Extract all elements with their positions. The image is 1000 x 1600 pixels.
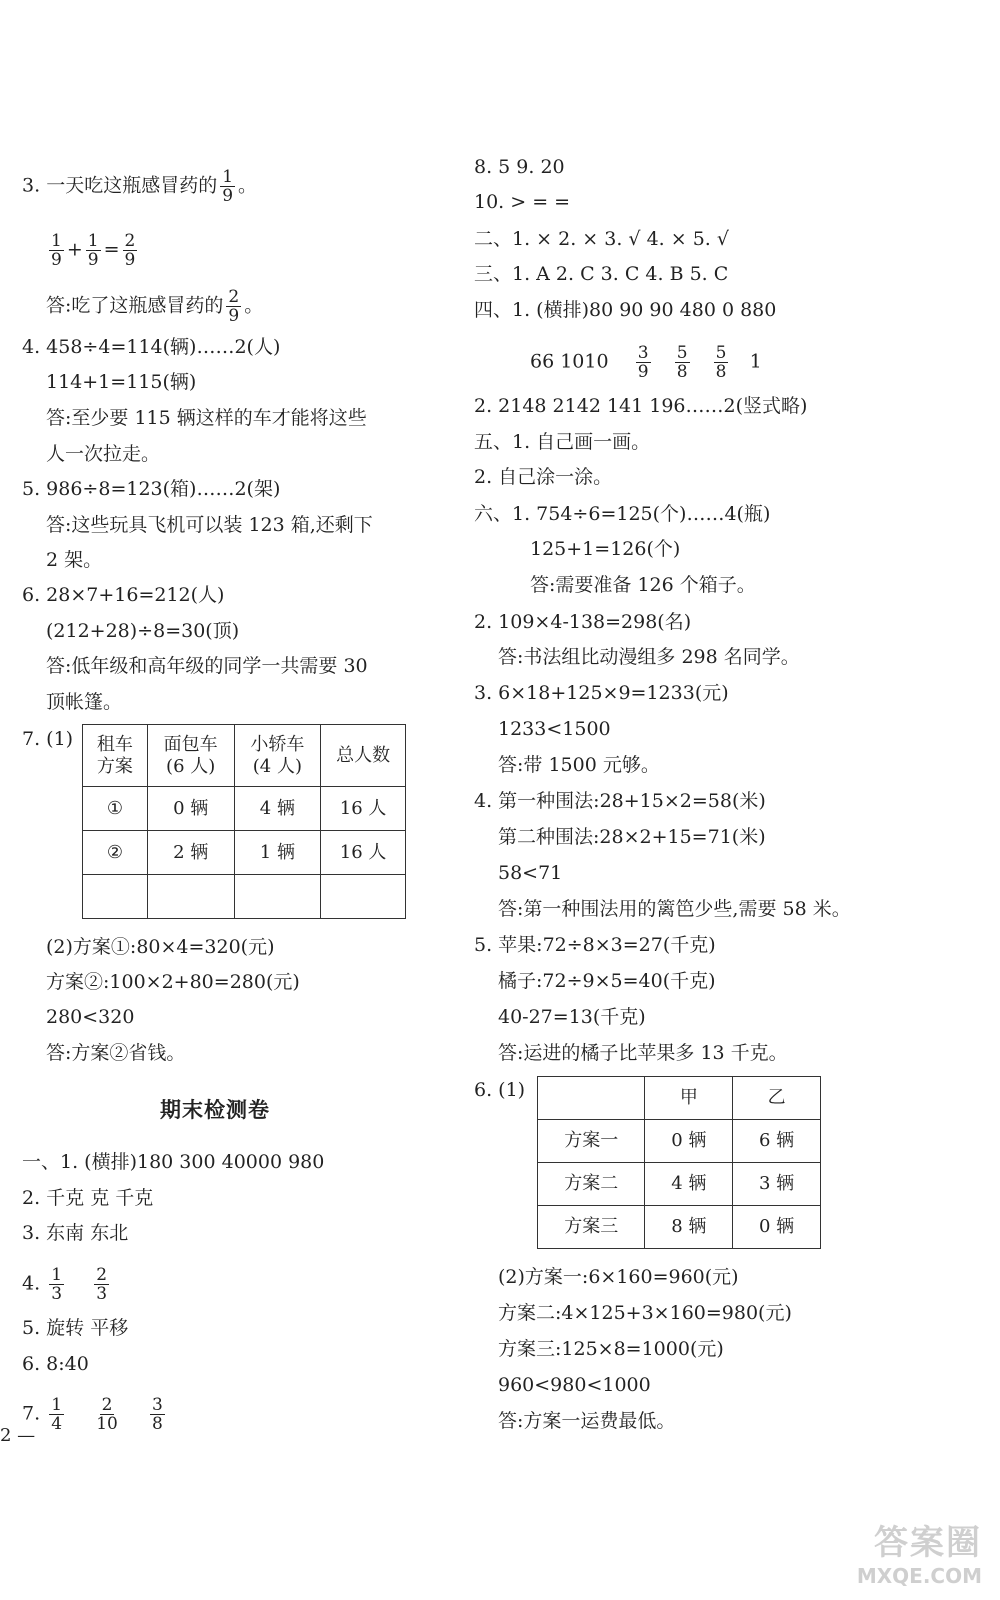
- table-row: [83, 875, 406, 919]
- right-line: 答:运进的橘子比苹果多 13 千克。: [498, 1042, 788, 1064]
- rental-plan-table: [82, 724, 406, 919]
- s1-line1: 一、1. (横排)180 300 40000 980: [22, 1151, 325, 1173]
- table-header-cell: 面包车 (6 人): [147, 725, 234, 787]
- right-line: 4. 第一种围法:28+15×2=58(米): [474, 790, 766, 812]
- right-line: 答:书法组比动漫组多 298 名同学。: [498, 646, 800, 668]
- q5-line1: 5. 986÷8=123(箱)……2(架): [22, 478, 281, 500]
- q6-line4: 顶帐篷。: [46, 691, 123, 713]
- right-line: 六、1. 754÷6=125(个)……4(瓶): [474, 503, 771, 525]
- transport-plan-table: [537, 1076, 821, 1249]
- q7-label: 7. (1): [22, 728, 74, 750]
- table-header-cell: 租车 方案: [83, 725, 148, 787]
- right-line: 四、1. (横排)80 90 90 480 0 880: [474, 299, 777, 321]
- q4-line2: 114+1=115(辆): [46, 371, 197, 393]
- table-header-cell: 小轿车 (4 人): [234, 725, 321, 787]
- right-line: 答:带 1500 元够。: [498, 754, 660, 776]
- right-line: 2. 自己涂一涂。: [474, 466, 613, 488]
- right-line: 40-27=13(千克): [498, 1006, 646, 1028]
- q3-line: 3. 一天吃这瓶感冒药的 $\frac{1}{9}$ 。: [22, 167, 258, 206]
- q7-2-line4: 答:方案②省钱。: [46, 1042, 186, 1064]
- q4-line1: 4. 458÷4=114(辆)……2(人): [22, 336, 281, 358]
- right-line: 第二种围法:28×2+15=71(米): [498, 826, 766, 848]
- s1-line4: 4. $\frac{1}{3}$ $\frac{2}{3}$: [22, 1265, 108, 1304]
- right-line: 方案二:4×125+3×160=980(元): [498, 1302, 792, 1324]
- watermark-logo: 答案圈 MXQE.COM: [856, 1523, 982, 1588]
- page-number: 2 —: [0, 1425, 36, 1446]
- s1-line2: 2. 千克 克 千克: [22, 1187, 154, 1209]
- q7-2-line3: 280<320: [46, 1006, 135, 1028]
- q6-line3: 答:低年级和高年级的同学一共需要 30: [46, 655, 368, 677]
- q5-line2: 答:这些玩具飞机可以装 123 箱,还剩下: [46, 514, 373, 536]
- right-line: 方案三:125×8=1000(元): [498, 1338, 724, 1360]
- right-line: 二、1. × 2. × 3. √ 4. × 5. √: [474, 228, 729, 250]
- right-line: 2. 109×4-138=298(名): [474, 611, 692, 633]
- table-row: 方案一 0 辆 6 辆: [538, 1120, 821, 1163]
- right-line: 2. 2148 2142 141 196……2(竖式略): [474, 395, 808, 417]
- right-line: 答:方案一运费最低。: [498, 1410, 676, 1432]
- right-line: 960<980<1000: [498, 1374, 651, 1396]
- right-line: 答:需要准备 126 个箱子。: [530, 574, 756, 596]
- right-line: (2)方案一:6×160=960(元): [498, 1266, 739, 1288]
- q4-line3: 答:至少要 115 辆这样的车才能将这些: [46, 407, 367, 429]
- right-line: 5. 苹果:72÷8×3=27(千克): [474, 934, 716, 956]
- q6-line2: (212+28)÷8=30(顶): [46, 620, 240, 642]
- right-line: 三、1. A 2. C 3. C 4. B 5. C: [474, 263, 729, 285]
- table-row: 方案二 4 辆 3 辆: [538, 1163, 821, 1206]
- table-row: 方案三 8 辆 0 辆: [538, 1206, 821, 1249]
- right-line: 58<71: [498, 862, 563, 884]
- right-line: 橘子:72÷9×5=40(千克): [498, 970, 716, 992]
- q3-answer: 答:吃了这瓶感冒药的 $\frac{2}{9}$ 。: [46, 287, 264, 326]
- right-line: 3. 6×18+125×9=1233(元): [474, 682, 729, 704]
- table-row: ① 0 辆 4 辆 16 人: [83, 787, 406, 831]
- right-line: 答:第一种围法用的篱笆少些,需要 58 米。: [498, 898, 851, 920]
- table-row: ② 2 辆 1 辆 16 人: [83, 831, 406, 875]
- q4-line4: 人一次拉走。: [46, 443, 161, 465]
- q5-line3: 2 架。: [46, 549, 103, 571]
- table-row: 甲 乙: [538, 1077, 821, 1120]
- right-line: 五、1. 自己画一画。: [474, 431, 651, 453]
- section-title: 期末检测卷: [160, 1098, 270, 1122]
- right-line: 8. 5 9. 20: [474, 156, 565, 178]
- q6-label: 6. (1): [474, 1079, 526, 1101]
- fraction: $\frac{1}{9}$: [222, 167, 234, 206]
- q7-2-line1: (2)方案①:80×4=320(元): [46, 936, 275, 958]
- right-line: 1233<1500: [498, 718, 611, 740]
- s1-line5: 5. 旋转 平移: [22, 1317, 129, 1339]
- q3-equation: $\frac{1}{9}$ + $\frac{1}{9}$ = $\frac{2}{9}$: [51, 231, 136, 270]
- q7-2-line2: 方案②:100×2+80=280(元): [46, 971, 300, 993]
- right-line: 125+1=126(个): [530, 538, 681, 560]
- right-line: 10. > = =: [474, 191, 571, 213]
- s1-line7: 7. $\frac{1}{4}$ $\frac{2}{10}$ $\frac{3}{8}$: [22, 1395, 163, 1434]
- s1-line6: 6. 8:40: [22, 1353, 89, 1375]
- right-line-fractions: 66 1010 $\frac{3}{9}$ $\frac{5}{8}$ $\frac{5}{8}$ 1: [530, 343, 762, 382]
- q6-line1: 6. 28×7+16=212(人): [22, 584, 225, 606]
- s1-line3: 3. 东南 东北: [22, 1222, 129, 1244]
- table-header-cell: 总人数: [321, 725, 406, 787]
